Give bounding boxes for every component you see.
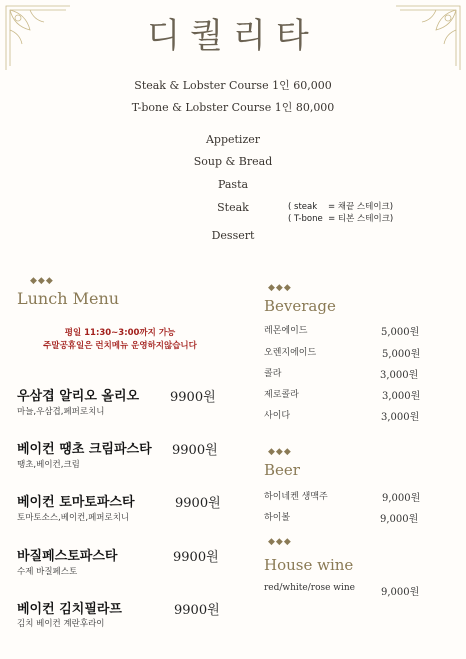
wine-diamonds-icon: ◆◆◆ xyxy=(268,537,292,547)
dish-description: 토마토소스,베이컨,페퍼로치니 xyxy=(17,513,130,523)
course-item-appetizer: Appetizer xyxy=(205,133,261,146)
dish-name: 베이컨 김치필라프 xyxy=(17,602,122,617)
steak-note-tbone: ( T-bone = 티본 스테이크) xyxy=(288,214,394,224)
drink-price: 3,000원 xyxy=(381,412,420,423)
lunch-weekend-notice: 주말공휴일은 런치메뉴 운영하지않습니다 xyxy=(43,341,197,351)
restaurant-title: 디퀄리타 xyxy=(147,16,319,56)
dish-price: 9900원 xyxy=(173,550,219,565)
beer-diamonds-icon: ◆◆◆ xyxy=(268,447,292,457)
course-item-steak: Steak xyxy=(217,201,249,214)
beer-title: Beer xyxy=(264,461,300,479)
lunch-diamonds-icon: ◆◆◆ xyxy=(30,276,54,286)
drink-name: 오렌지에이드 xyxy=(264,348,317,358)
drink-price: 3,000원 xyxy=(382,391,421,402)
dish-name: 우삼겹 알리오 올리오 xyxy=(17,389,140,404)
house-wine-title: House wine xyxy=(264,556,354,574)
drink-price: 3,000원 xyxy=(380,370,419,381)
course-item-soup: Soup & Bread xyxy=(193,155,273,168)
lunch-menu-title: Lunch Menu xyxy=(17,289,120,308)
drink-price: 5,000원 xyxy=(382,349,421,360)
lunch-hours: 평일 11:30~3:00까지 가능 xyxy=(64,328,176,338)
dish-price: 9900원 xyxy=(172,443,218,458)
drink-name: 콜라 xyxy=(264,369,282,379)
dish-name: 베이컨 땡초 크림파스타 xyxy=(17,442,152,457)
dish-price: 9900원 xyxy=(170,390,216,405)
drink-price: 5,000원 xyxy=(381,327,420,338)
beverage-title: Beverage xyxy=(264,297,336,315)
drink-name: 레몬에이드 xyxy=(264,326,308,336)
course-item-dessert: Dessert xyxy=(211,229,255,242)
dish-name: 바질페스토파스타 xyxy=(17,549,118,564)
dish-name: 베이컨 토마토파스타 xyxy=(17,495,135,510)
drink-name: red/white/rose wine xyxy=(264,583,356,593)
dish-description: 마늘,우삼겹,페퍼로치니 xyxy=(17,407,105,417)
steak-note-sirloin: ( steak = 채끝 스테이크) xyxy=(288,202,394,212)
beverage-diamonds-icon: ◆◆◆ xyxy=(268,283,292,293)
drink-name: 제로콜라 xyxy=(264,390,299,400)
course-steak-lobster: Steak & Lobster Course 1인 60,000 xyxy=(134,79,332,92)
dish-description: 수제 바질페스토 xyxy=(17,567,78,577)
drink-price: 9,000원 xyxy=(382,493,421,504)
dish-description: 김치 베이컨 계란후라이 xyxy=(17,619,105,629)
dish-price: 9900원 xyxy=(175,496,221,511)
drink-price: 9,000원 xyxy=(381,587,420,598)
drink-name: 사이다 xyxy=(264,411,291,421)
drink-price: 9,000원 xyxy=(380,514,419,525)
dish-description: 땡초,베이컨,크림 xyxy=(17,460,80,470)
drink-name: 하이네켄 생맥주 xyxy=(264,492,328,502)
course-item-pasta: Pasta xyxy=(217,178,249,191)
dish-price: 9900원 xyxy=(174,603,220,618)
drink-name: 하이볼 xyxy=(264,513,291,523)
course-tbone-lobster: T-bone & Lobster Course 1인 80,000 xyxy=(131,101,335,114)
